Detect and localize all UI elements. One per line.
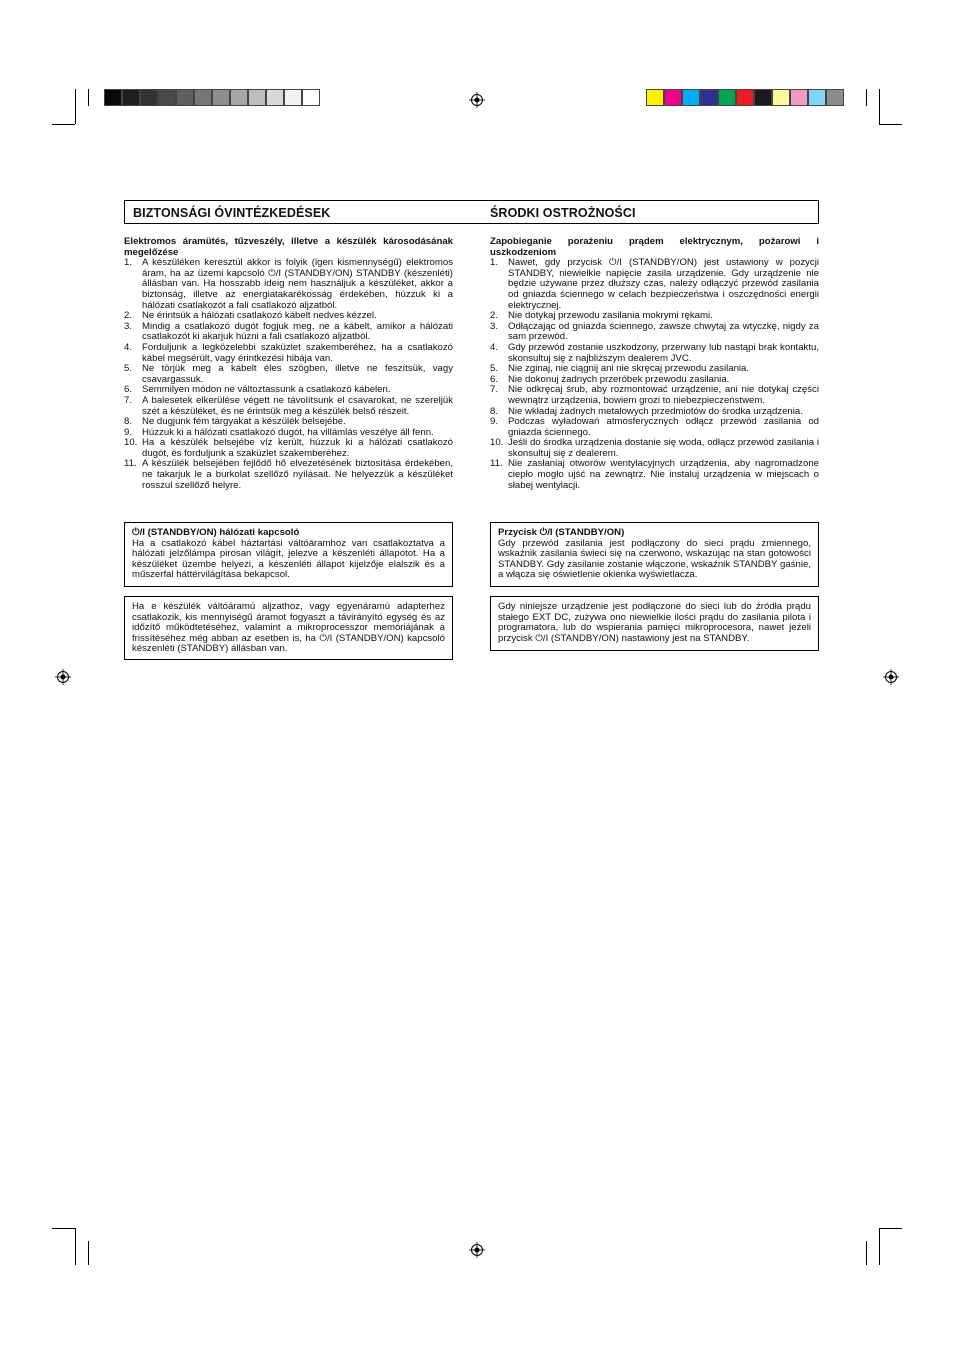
grayscale-bar <box>104 89 320 106</box>
list-item-text: Mindig a csatlakozó dugót fogjuk meg, ne a kábelt, amikor a hálózati csatlakozót ki akarjuk húzni a fali csatlakozó aljzatból. <box>142 320 453 343</box>
list-item-number: 7. <box>124 394 133 406</box>
list-item <box>490 438 819 459</box>
list-item <box>124 459 453 491</box>
color-swatch <box>790 89 808 106</box>
polish-power-box <box>490 596 819 651</box>
registration-mark-icon <box>883 669 899 685</box>
color-swatch <box>230 89 248 106</box>
list-item-text: Nie zginaj, nie ciągnij ani nie skręcaj przewodu zasilania. <box>508 363 750 375</box>
list-item-number: 3. <box>124 320 133 332</box>
crop-mark <box>879 1228 880 1265</box>
color-swatch <box>122 89 140 106</box>
color-swatch <box>700 89 718 106</box>
list-item <box>490 343 819 364</box>
color-swatch <box>826 89 844 106</box>
list-item-text: A készülék belsejében fejlődő hő elvezetésének biztosítása érdekében, ne takarjuk le a burkolat szellőző nyílásait. Ne helyezzük a készüléket rosszul szellőző helyre. <box>142 458 453 491</box>
crop-mark <box>866 89 867 106</box>
color-swatch <box>682 89 700 106</box>
list-item-text: Odłączając od gniazda ściennego, zawsze chwytaj za wtyczkę, nigdy za sam przewód. <box>508 320 819 343</box>
color-bar <box>646 89 844 106</box>
list-item-text: Nawet, gdy przycisk ⏻/I (STANDBY/ON) jest ustawiony w pozycji STANDBY, niewielkie napięcie zasila urządzenie. Gdy urządzenie nie będzie używane przez dłuższy czas, należy odłączyć przewód zasilania od gniazda ściennego w celach bezpieczeństwa i oszczędności energii elektrycznej. <box>508 257 819 311</box>
color-swatch <box>248 89 266 106</box>
list-item-text: Ha a készülék belsejébe víz került, húzzuk ki a hálózati csatlakozó dugót, és forduljunk a szaküzlet szakemberéhez. <box>142 437 453 459</box>
list-item-number: 1. <box>490 257 499 269</box>
polish-heading: Zapobieganie porażeniu prądem elektrycznym, pożarowi i uszkodzeniom <box>490 236 819 258</box>
list-item-number: 3. <box>490 320 499 332</box>
list-item-number: 5. <box>124 363 133 375</box>
crop-mark <box>52 124 75 125</box>
polish-standby-text: Gdy przewód zasilania jest podłączony do sieci prądu zmiennego, wskaźnik zasilania świeci się na czerwono, wskazując na stan gotowości STANDBY. Gdy zasilanie zostanie włączone, wskaźnik STANDBY gaśnie, a włącza się oświetlenie okienka wyświetlacza. <box>498 537 811 581</box>
color-swatch <box>808 89 826 106</box>
list-item <box>124 343 453 364</box>
list-item-number: 6. <box>124 384 133 396</box>
list-item-text: Nie odkręcaj śrub, aby rozmontować urządzenie, ani nie dotykaj części wewnątrz urządzenia, bowiem grozi to niebezpieczeństwem. <box>508 384 819 406</box>
crop-mark <box>866 1241 867 1265</box>
list-item-text: Forduljunk a legközelebbi szaküzlet szakemberéhez, ha a csatlakozó kábel megsérült, vagy érintkezési hibája van. <box>142 341 453 364</box>
list-item-number: 10. <box>124 437 138 449</box>
hungarian-standby-box <box>124 522 453 587</box>
list-item <box>490 258 819 311</box>
crop-mark <box>879 89 880 124</box>
list-item <box>490 322 819 343</box>
color-swatch <box>212 89 230 106</box>
list-item-text: Ne dugjunk fém tárgyakat a készülék belsejébe. <box>142 416 346 428</box>
color-swatch <box>736 89 754 106</box>
list-item-text: Gdy przewód zostanie uszkodzony, przerwany lub nastąpi brak kontaktu, skonsultuj się z najbliższym dealerem JVC. <box>508 341 819 364</box>
list-item-number: 5. <box>490 363 499 375</box>
hungarian-power-box <box>124 596 453 660</box>
color-swatch <box>664 89 682 106</box>
hungarian-heading: Elektromos áramütés, tűzveszély, illetve a készülék károsodásának megelőzése <box>124 236 453 258</box>
color-swatch <box>140 89 158 106</box>
list-item-number: 10. <box>490 437 504 449</box>
polish-standby-box <box>490 522 819 587</box>
list-item-number: 2. <box>124 310 133 322</box>
list-item-number: 9. <box>124 426 133 438</box>
list-item <box>490 459 819 491</box>
registration-mark-icon <box>55 669 71 685</box>
crop-mark <box>879 124 902 125</box>
polish-column <box>490 237 819 491</box>
hungarian-list <box>124 258 453 491</box>
list-item-number: 8. <box>124 416 133 428</box>
color-swatch <box>158 89 176 106</box>
list-item-number: 4. <box>124 341 133 353</box>
hungarian-column <box>124 237 453 491</box>
crop-mark <box>88 1241 89 1265</box>
color-swatch <box>176 89 194 106</box>
section-header <box>124 200 819 224</box>
list-item-text: Húzzuk ki a hálózati csatlakozó dugót, ha villámlás veszélye áll fenn. <box>142 426 434 438</box>
list-item <box>124 396 453 417</box>
hungarian-standby-text: Ha a csatlakozó kábel háztartási váltóáramhoz van csatlakoztatva a hálózati jelzőlámpa pirosan világít, jelezve a készenléti állapotot. Ha a készüléket üzembe helyezi, a készenléti állapot kijelzője elalszik és a műszerfal háttérvilágítása bekapcsol. <box>132 537 445 581</box>
header-title-hungarian: BIZTONSÁGI ÓVINTÉZKEDÉSEK <box>133 206 331 220</box>
polish-power-text: Gdy niniejsze urządzenie jest podłączone do sieci lub do źródła prądu stałego EXT DC, zużywa ono niewielkie ilości prądu do zasilania pilota i programatora, lub do wspierania pamięci mikroprocesora, nawet jeżeli przycisk ⏻/I (STANDBY/ON) nastawiony jest na STANDBY. <box>498 601 811 644</box>
header-title-polish: ŚRODKI OSTROŻNOŚCI <box>490 206 636 220</box>
color-swatch <box>104 89 122 106</box>
list-item-number: 11. <box>124 458 137 470</box>
color-swatch <box>646 89 664 106</box>
list-item-number: 9. <box>490 416 499 428</box>
crop-mark <box>75 1228 76 1265</box>
crop-mark <box>75 89 76 124</box>
color-swatch <box>194 89 212 106</box>
registration-mark-icon <box>469 1242 485 1258</box>
list-item-text: Nie dokonuj żadnych przeróbek przewodu zasilania. <box>508 373 730 385</box>
list-item-text: Nie zasłaniaj otworów wentylacyjnych urządzenia, aby nagromadzone ciepło mogło ujść na zewnątrz. Nie instaluj urządzenia w miejscach o słabej wentylacji. <box>508 458 819 491</box>
list-item-number: 6. <box>490 373 499 385</box>
list-item-number: 1. <box>124 257 133 269</box>
list-item <box>490 385 819 406</box>
list-item-text: Jeśli do środka urządzenia dostanie się woda, odłącz przewód zasilania i skonsultuj się z dealerem. <box>508 437 819 459</box>
crop-mark <box>88 89 89 106</box>
hungarian-power-text: Ha e készülék váltóáramú aljzathoz, vagy egyenáramú adapterhez csatlakozik, kis mennyiségű áramot fogyaszt a távirányító egység és az időzítő működtetéséhez, valamint a mikroprocesszor memóriájának a frissítéséhez még abban az esetben is, ha ⏻/I (STANDBY/ON) kapcsoló készenléti (STANDBY) állásban van. <box>132 601 445 655</box>
hungarian-standby-title: ⏻/I (STANDBY/ON) hálózati kapcsoló <box>132 527 300 538</box>
list-item-text: Nie wkładaj żadnych metalowych przedmiotów do środka urządzenia. <box>508 405 803 417</box>
list-item-text: A készüléken keresztül akkor is folyik (igen kismennységű) elektromos áram, ha az üzemi kapcsoló ⏻/I (STANDBY/ON) STANDBY (készenléti) állásban van. Ha hosszabb ideig nem használjuk a készüléket, akkor a biztonság, illetve az energiatakarékosság érdekében, húzzuk ki a hálózati csatlakozót a fali csatlakozó aljzatból. <box>142 257 453 311</box>
list-item <box>124 258 453 311</box>
list-item-text: Semmilyen módon ne változtassunk a csatlakozó kábelen. <box>142 384 391 396</box>
color-swatch <box>266 89 284 106</box>
color-swatch <box>302 89 320 106</box>
color-swatch <box>772 89 790 106</box>
list-item-text: Nie dotykaj przewodu zasilania mokrymi rękami. <box>508 310 713 322</box>
list-item <box>124 364 453 385</box>
list-item-number: 7. <box>490 384 499 396</box>
list-item-text: A balesetek elkerülése végett ne távolítsunk el csavarokat, ne szereljük szét a készüléket, és ne érintsük meg a készülék belső részeit. <box>142 394 453 417</box>
registration-mark-icon <box>469 92 485 108</box>
list-item-number: 11. <box>490 458 503 470</box>
color-swatch <box>284 89 302 106</box>
color-swatch <box>718 89 736 106</box>
list-item <box>490 417 819 438</box>
list-item <box>124 322 453 343</box>
list-item-text: Podczas wyładowań atmosferycznych odłącz przewód zasilania od gniazda ściennego. <box>508 416 819 438</box>
list-item-text: Ne törjük meg a kábelt éles szögben, illetve ne feszítsük, vagy csavargassuk. <box>142 363 453 385</box>
polish-standby-title: Przycisk ⏻/I (STANDBY/ON) <box>498 527 625 538</box>
list-item-text: Ne érintsük a hálózati csatlakozó kábelt nedves kézzel. <box>142 310 377 322</box>
list-item-number: 2. <box>490 310 499 322</box>
list-item-number: 8. <box>490 405 499 417</box>
list-item <box>124 438 453 459</box>
polish-list <box>490 258 819 491</box>
crop-mark <box>52 1228 75 1229</box>
list-item-number: 4. <box>490 341 499 353</box>
color-swatch <box>754 89 772 106</box>
crop-mark <box>879 1228 902 1229</box>
